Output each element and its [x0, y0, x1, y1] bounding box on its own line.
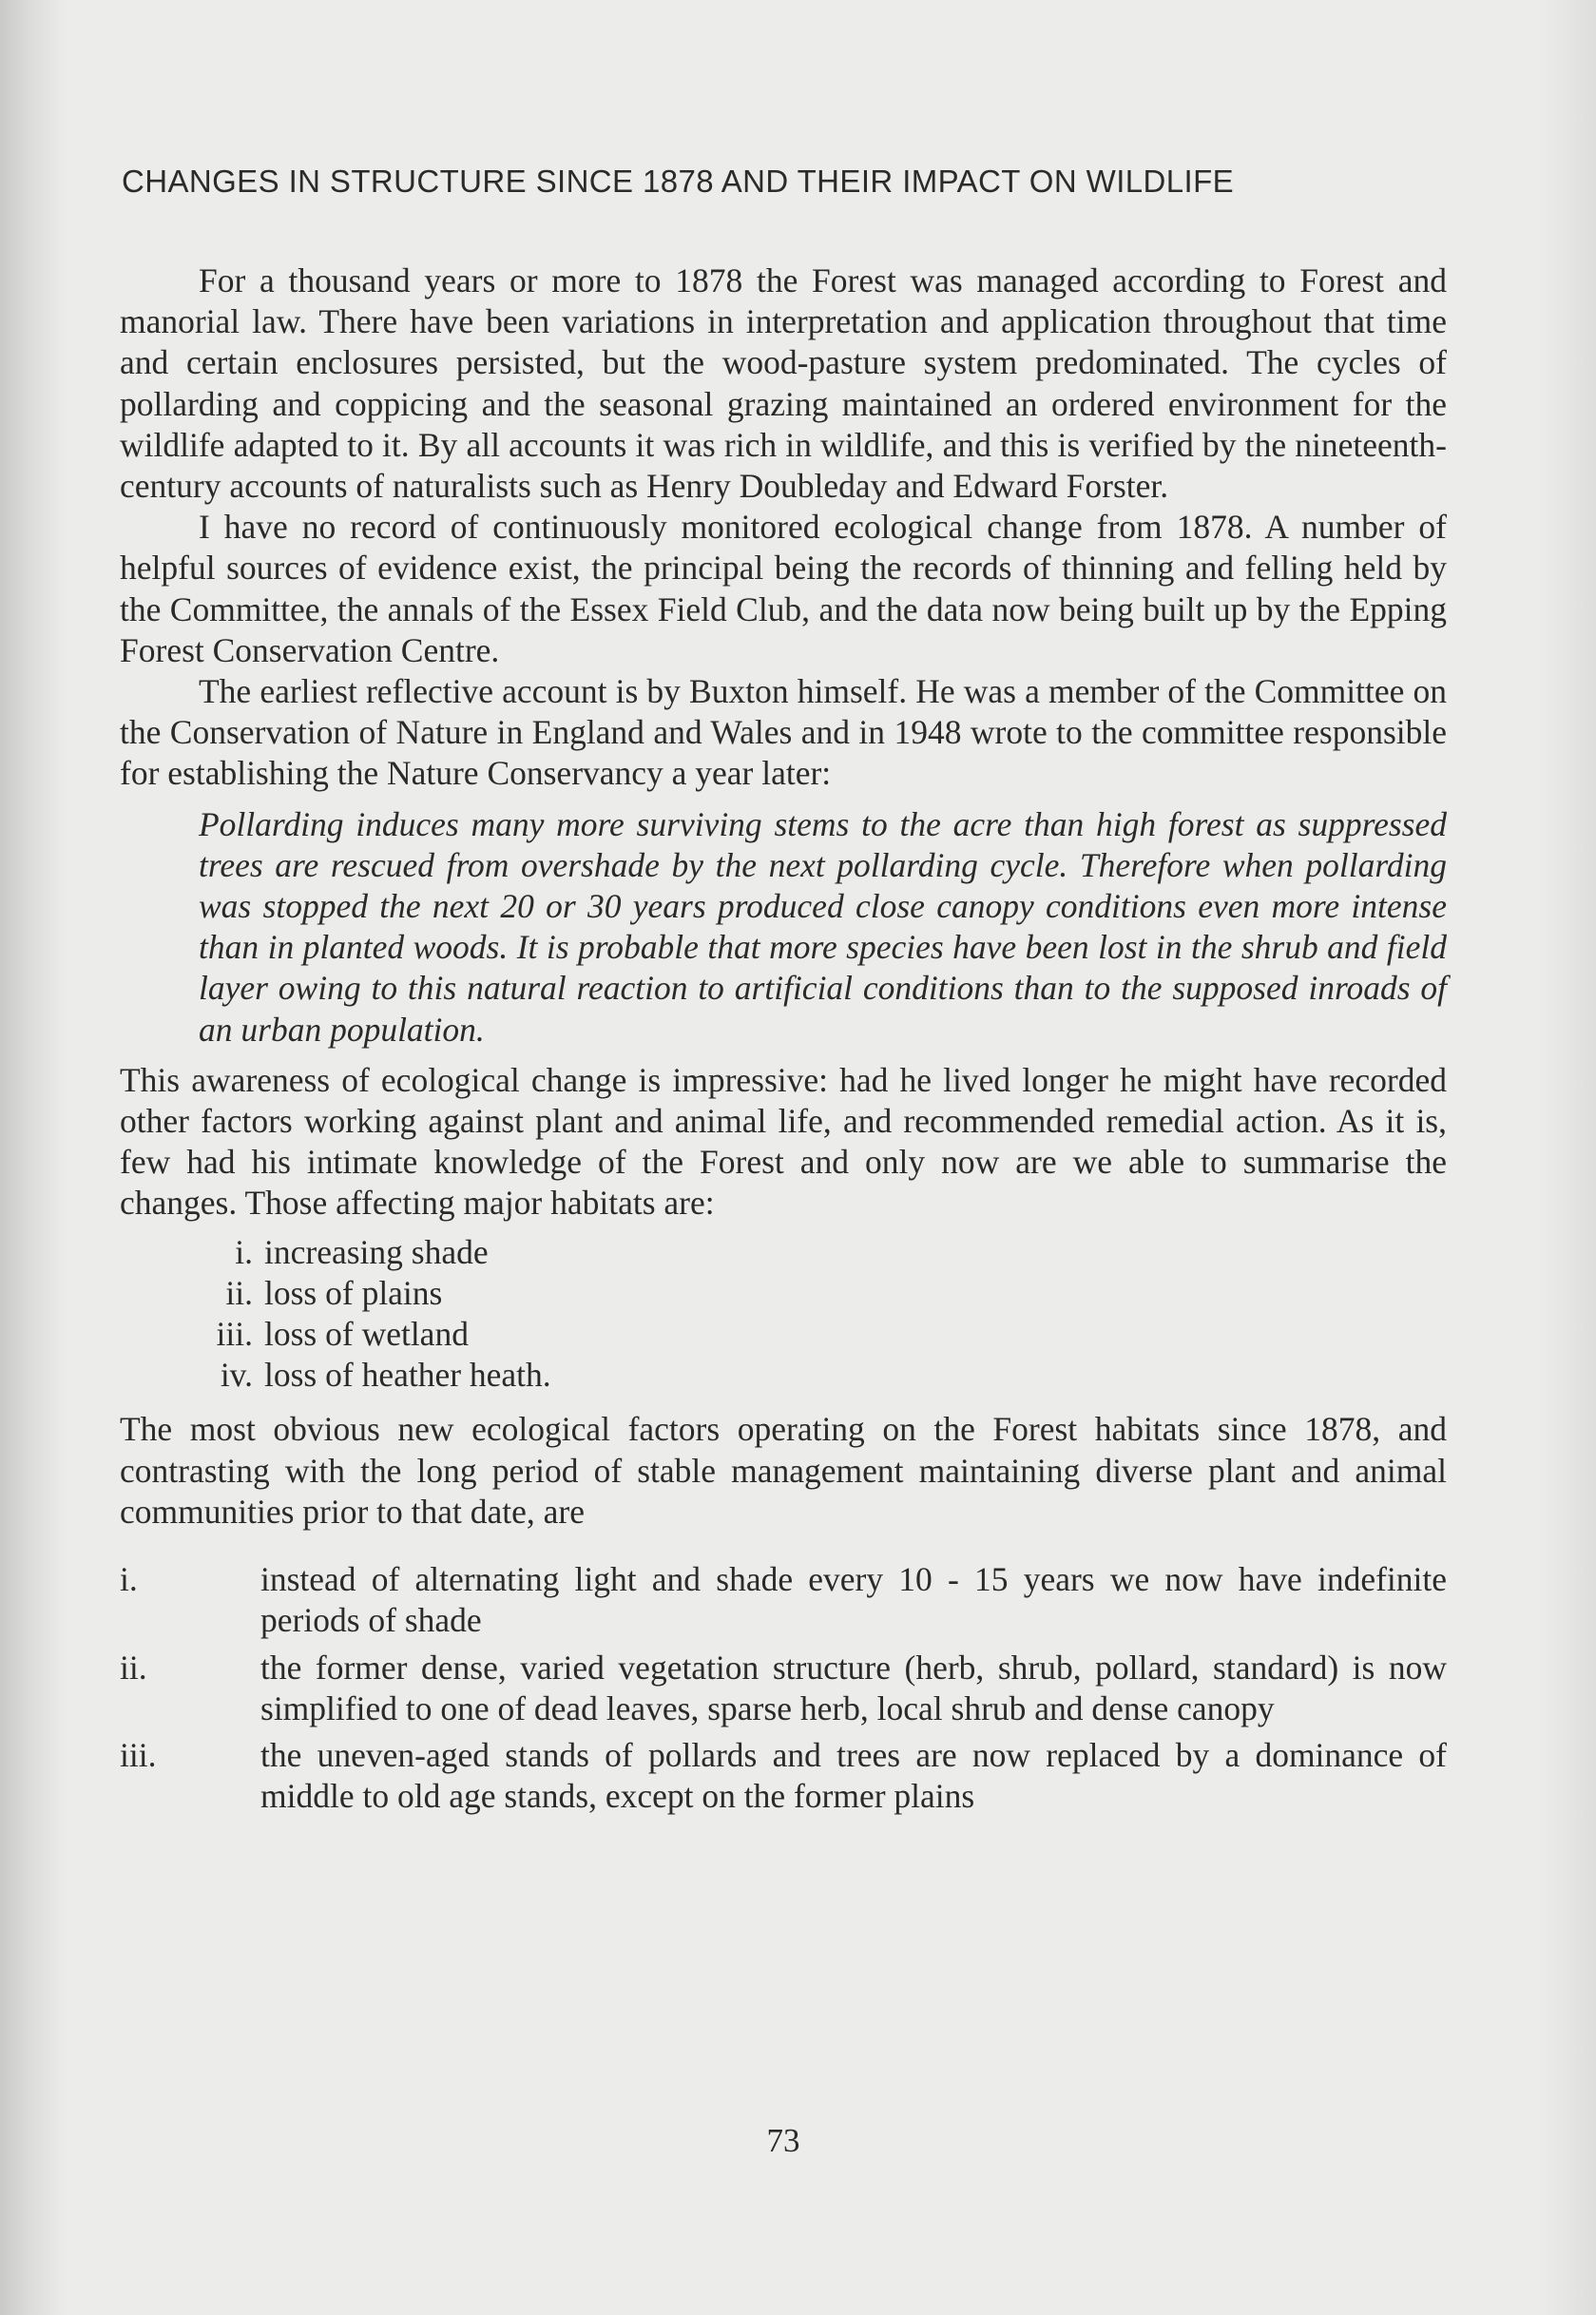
- list-number: iii.: [120, 1735, 157, 1774]
- habitat-change-list: [120, 1232, 1447, 1397]
- list-text: the uneven-aged stands of pollards and trees are now replaced by a dominance of middle to old age stands, except on the former plains: [260, 1735, 1447, 1816]
- page-edge-highlight: [1539, 0, 1596, 2315]
- paragraph: This awareness of ecological change is impressive: had he lived longer he might have recorded other factors working against plant and animal life, and recommended remedial action. As it is, few had his intimate knowledge of the Forest and only now are we able to summarise the changes. Those affecting major habitats are:: [120, 1060, 1447, 1223]
- paragraph: The most obvious new ecological factors operating on the Forest habitats since 1878, and contrasting with the long period of stable management maintaining diverse plant and animal communities prior to that date, are: [120, 1410, 1447, 1531]
- list-item: [196, 1355, 1447, 1396]
- paragraph: The earliest reflective account is by Buxton himself. He was a member of the Committee on the Conservation of Nature in England and Wales and in 1948 wrote to the committee responsible for establishing the Nature Conservancy a year later:: [120, 672, 1447, 793]
- list-number: i.: [120, 1560, 138, 1599]
- list-text: the former dense, varied vegetation structure (herb, shrub, pollard, standard) is now simplified to one of dead leaves, sparse herb, local shrub and dense canopy: [260, 1648, 1447, 1727]
- block-quote: Pollarding induces many more surviving stems to the acre than high forest as suppressed trees are rescued from overshade by the next pollarding cycle. Therefore when pollarding was stopped the next 20 or 30 years produced close canopy conditions even more intense than in planted woods. It is probable that more species have been lost in the shrub and field layer owing to this natural reaction to artificial conditions than to the supposed inroads of an urban population.: [199, 804, 1447, 1049]
- list-text: instead of alternating light and shade every 10 - 15 years we now have indefinite periods of shade: [260, 1560, 1447, 1640]
- list-number: iv.: [220, 1356, 253, 1395]
- list-number: ii.: [225, 1273, 253, 1312]
- ecological-factors-list: [120, 1559, 1447, 1817]
- list-item: [196, 1314, 1447, 1355]
- book-page: [120, 0, 1451, 2315]
- paragraph: I have no record of continuously monitored ecological change from 1878. A number of helpful sources of evidence exist, the principal being the records of thinning and felling held by the Committee, the annals of the Essex Field Club, and the data now being built up by the Epping Forest Conservation Centre.: [120, 508, 1447, 669]
- list-number: i.: [235, 1232, 253, 1271]
- list-text: increasing shade: [264, 1232, 489, 1271]
- list-item: [120, 1735, 1447, 1817]
- list-item: [120, 1648, 1447, 1729]
- list-number: iii.: [216, 1315, 253, 1354]
- list-text: loss of wetland: [264, 1315, 469, 1354]
- page-edge-shadow: [0, 0, 67, 2315]
- list-text: loss of heather heath.: [264, 1356, 551, 1395]
- list-text: loss of plains: [264, 1273, 443, 1312]
- list-item: [196, 1232, 1447, 1273]
- list-item: [196, 1273, 1447, 1314]
- chapter-heading: CHANGES IN STRUCTURE SINCE 1878 AND THEIR IMPACT ON WILDLIFE: [122, 164, 1235, 199]
- body-text: [120, 260, 1447, 1823]
- list-number: ii.: [120, 1648, 147, 1687]
- page-number: 73: [766, 2122, 800, 2159]
- paragraph: For a thousand years or more to 1878 the Forest was managed according to Forest and manorial law. There have been variations in interpretation and application throughout that time and certain enclosures persisted, but the wood-pasture system predominated. The cycles of pollarding and coppicing and the seasonal grazing maintained an ordered environment for the wildlife adapted to it. By all accounts it was rich in wildlife, and this is verified by the nineteenth-century accounts of naturalists such as Henry Doubleday and Edward Forster.: [120, 261, 1447, 506]
- list-item: [120, 1559, 1447, 1641]
